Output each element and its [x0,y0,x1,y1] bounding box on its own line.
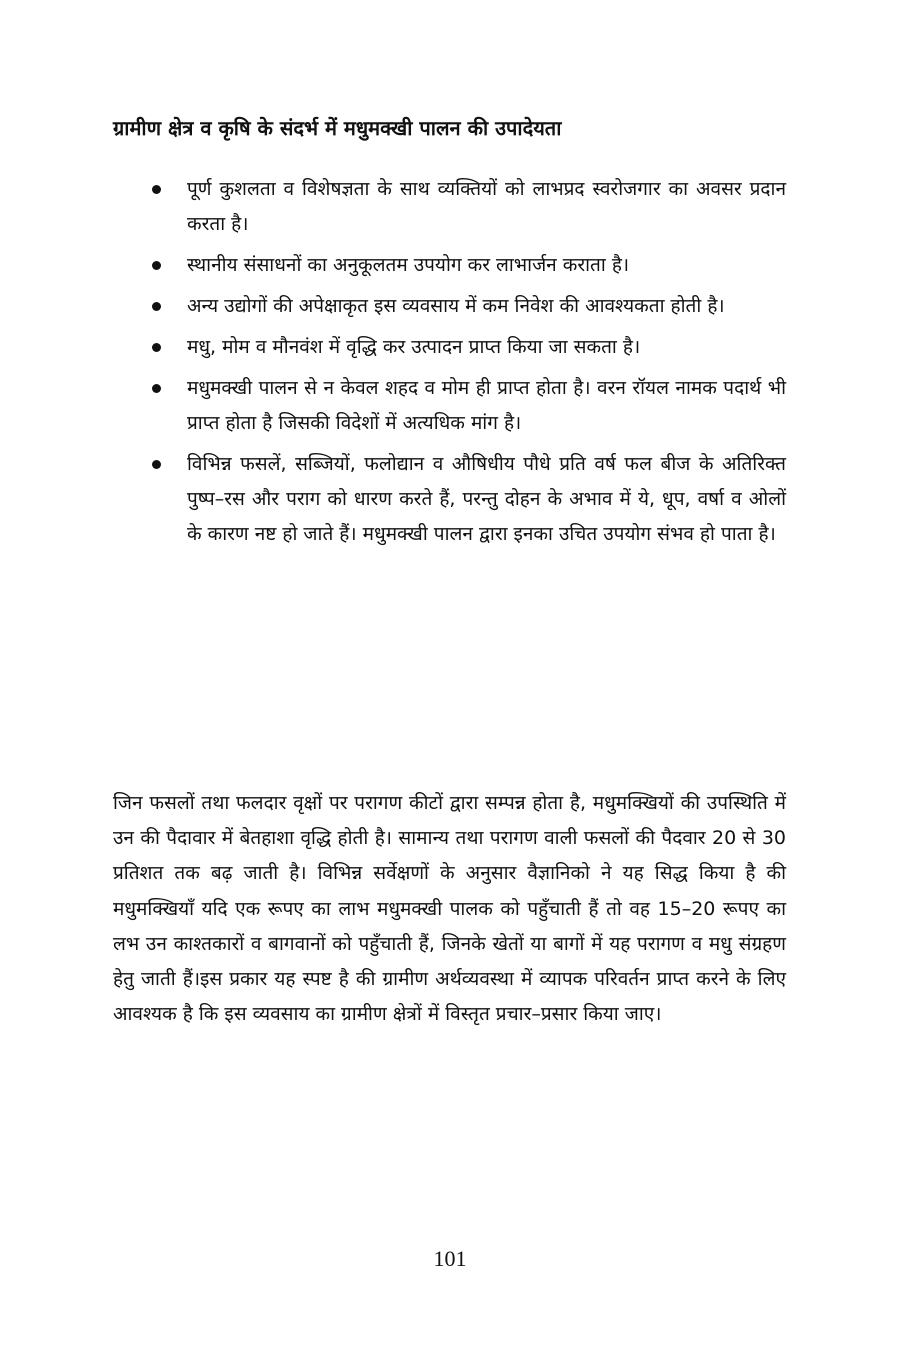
section-heading: ग्रामीण क्षेत्र व कृषि के संदर्भ में मधुमक्खी पालन की उपादेयता [113,116,562,140]
list-item-text: विभिन्न फसलें, सब्जियों, फलोद्यान व औषिधीय पौधे प्रति वर्ष फल बीज के अतिरिक्त पुष्प–रस और पराग को धारण करते हैं, परन्तु दोहन के अभाव में ये, धूप, वर्षा व ओलों के कारण नष्ट हो जाते हैं। मधुमक्खी पालन द्वारा इनका उचित उपयोग संभव हो पाता है। [187,453,786,545]
bullet-icon [152,261,161,270]
bullet-icon [152,185,161,194]
bullet-icon [152,302,161,311]
list-item-text: पूर्ण कुशलता व विशेषज्ञता के साथ व्यक्तियों को लाभप्रद स्वरोजगार का अवसर प्रदान करता है। [187,178,786,235]
bullet-icon [152,384,161,393]
list-item [150,447,786,552]
list-item [150,289,786,324]
list-item-text: मधु, मोम व मौनवंश में वृद्धि कर उत्पादन प्राप्त किया जा सकता है। [187,336,641,358]
body-paragraph: जिन फसलों तथा फलदार वृक्षों पर परागण कीटों द्वारा सम्पन्न होता है, मधुमक्खियों की उपस्थिति में उन की पैदावार में बेतहाशा वृद्धि होती है। सामान्य तथा परागण वाली फसलों की पैदवार 20 से 30 प्रतिशत तक बढ़ जाती है। विभिन्न सर्वेक्षणों के अनुसार वैज्ञानिको ने यह सिद्ध किया है की मधुमक्खियाँ यदि एक रूपए का लाभ मधुमक्खी पालक को पहुँचाती हैं तो वह 15–20 रूपए का लभ उन काश्तकारों व बागवानों को पहुँचाती हैं, जिनके खेतों या बागों में यह परागण व मधु संग्रहण हेतु जाती हैं।इस प्रकार यह स्पष्ट है की ग्रामीण अर्थव्यवस्था में व्यापक परिवर्तन प्राप्त करने के लिए आवश्यक है कि इस व्यवसाय का ग्रामीण क्षेत्रों में विस्तृत प्रचार–प्रसार किया जाए। [113,792,786,1026]
list-item [150,248,786,283]
page-number: 101 [433,1246,467,1271]
list-item [150,371,786,441]
bullet-icon [152,343,161,352]
benefits-list [150,172,786,558]
bullet-icon [152,460,161,469]
list-item [150,330,786,365]
list-item [150,172,786,242]
list-item-text: स्थानीय संसाधनों का अनुकूलतम उपयोग कर लाभार्जन कराता है। [187,254,630,276]
list-item-text: अन्य उद्योगों की अपेक्षाकृत इस व्यवसाय में कम निवेश की आवश्यकता होती है। [187,295,725,317]
list-item-text: मधुमक्खी पालन से न केवल शहद व मोम ही प्राप्त होता है। वरन रॉयल नामक पदार्थ भी प्राप्त होता है जिसकी विदेशों में अत्यधिक मांग है। [187,377,786,434]
